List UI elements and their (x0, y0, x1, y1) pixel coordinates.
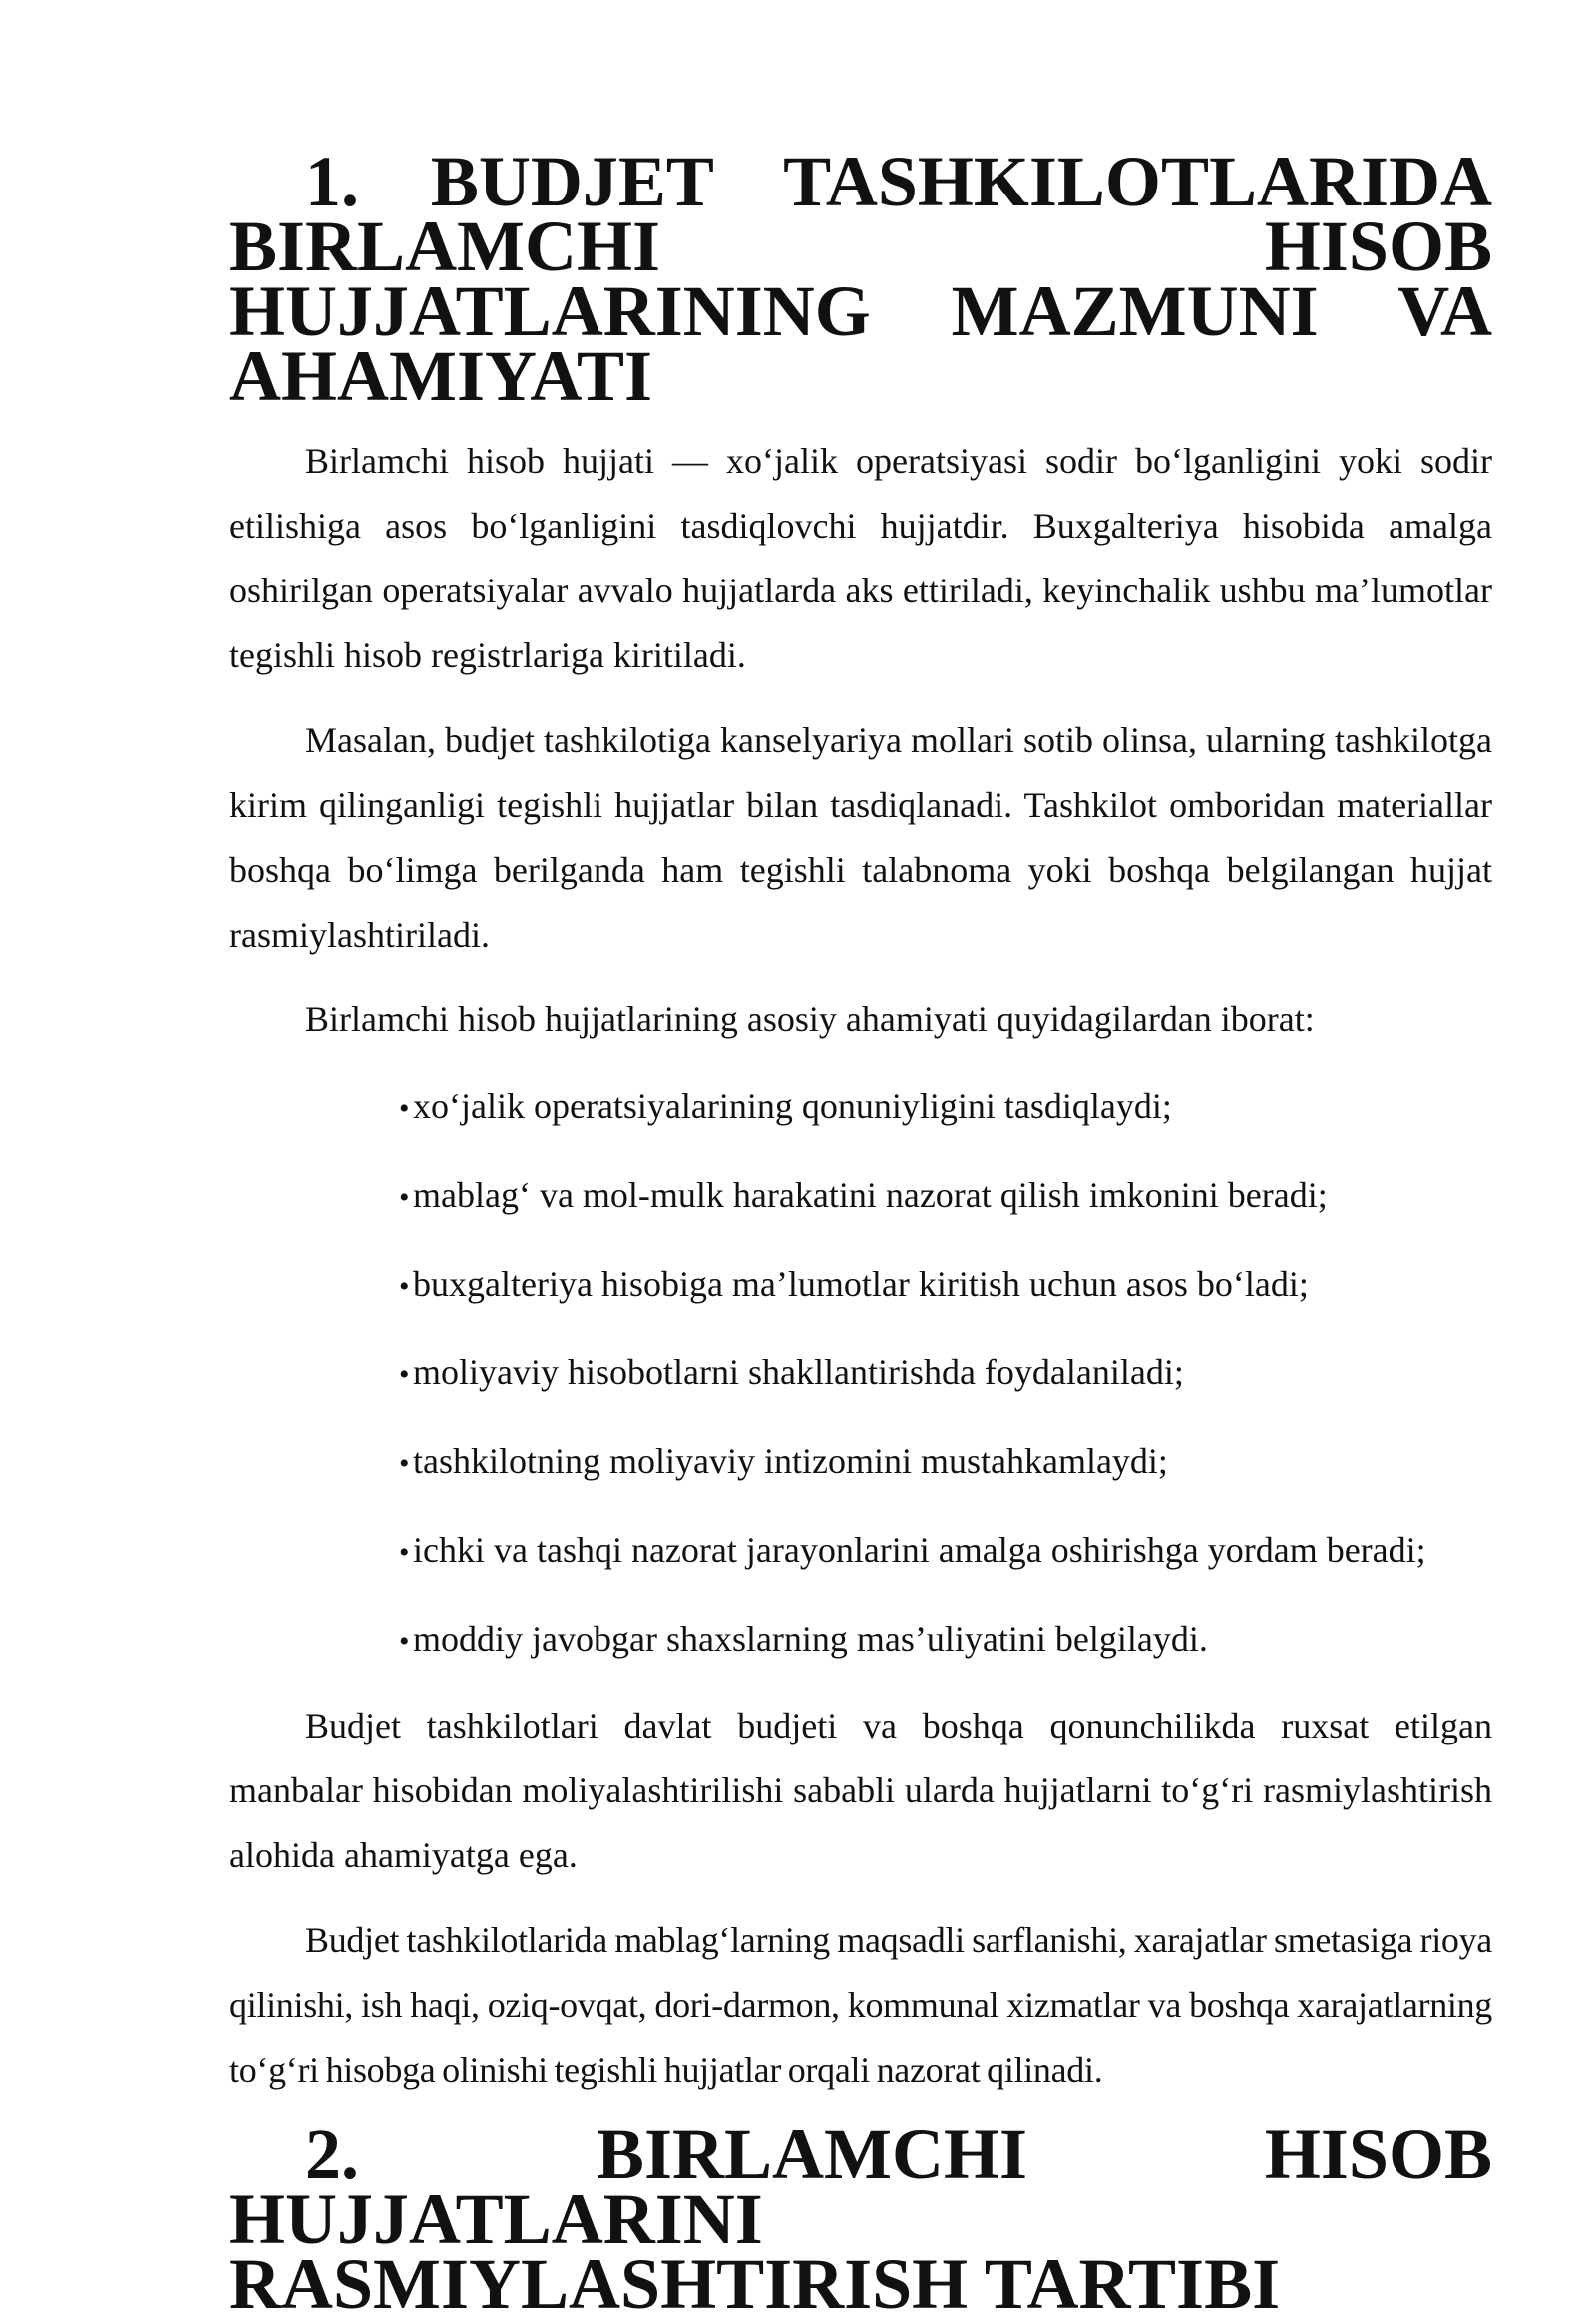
list-item (399, 1607, 1492, 1674)
bullet-icon: • (399, 1447, 410, 1480)
paragraph-example: Masalan, budjet tashkilotiga kanselyariya mollari sotib olinsa, ularning tashkilotga kirim qilinganligi tegishli hujjatlar bilan tasdiqlanadi. Tashkilot omboridan materiallar boshqa bo‘limga berilganda ham tegishli talabnoma yoki boshqa belgilangan hujjat rasmiylashtiriladi. (229, 720, 1492, 955)
list-item (399, 1518, 1492, 1585)
list-item (399, 1341, 1492, 1407)
list-item (399, 1074, 1492, 1141)
section-1-heading: 1. BUDJET TASHKILOTLARIDA BIRLAMCHI HISOB HUJJATLARINING MAZMUNI VA AHAMIYATI (229, 142, 1492, 416)
bullet-icon: • (399, 1358, 410, 1391)
list-item-text: moddiy javobgar shaxslarning mas’uliyatini belgilaydi. (413, 1619, 1208, 1659)
bullet-icon: • (399, 1181, 410, 1214)
list-item (399, 1429, 1492, 1496)
bullet-icon: • (399, 1536, 410, 1569)
list-item-text: xo‘jalik operatsiyalarining qonuniyligini tasdiqlaydi; (413, 1086, 1172, 1126)
list-item-text: tashkilotning moliyaviy intizomini mustahkamlaydi; (413, 1441, 1168, 1481)
bullet-icon: • (399, 1092, 410, 1125)
bullet-icon: • (399, 1625, 410, 1658)
importance-list (229, 1074, 1492, 1674)
list-item-text: mablag‘ va mol-mulk harakatini nazorat qilish imkonini beradi; (413, 1175, 1328, 1215)
list-item-text: ichki va tashqi nazorat jarayonlarini amalga oshirishga yordam beradi; (413, 1530, 1426, 1570)
paragraph-importance-intro: Birlamchi hisob hujjatlarining asosiy ahamiyati quyidagilardan iborat: (305, 999, 1315, 1039)
list-item (399, 1163, 1492, 1230)
list-item-text: moliyaviy hisobotlarni shakllantirishda foydalaniladi; (413, 1353, 1184, 1392)
section-2-heading: 2. BIRLAMCHI HISOB HUJJATLARINI RASMIYLASHTIRISH TARTIBI (229, 2115, 1492, 2324)
bullet-icon: • (399, 1270, 410, 1303)
list-item (399, 1252, 1492, 1319)
paragraph-definition: Birlamchi hisob hujjati — xo‘jalik operatsiyasi sodir bo‘lganligini yoki sodir etilishiga asos bo‘lganligini tasdiqlovchi hujjatdir. Buxgalteriya hisobida amalga oshirilgan operatsiyalar avvalo hujjatlarda aks ettiriladi, keyinchalik ushbu ma’lumotlar tegishli hisob registrlariga kiritiladi. (229, 441, 1492, 675)
document-page (229, 142, 1492, 2324)
list-item-text: buxgalteriya hisobiga ma’lumotlar kiritish uchun asos bo‘ladi; (413, 1264, 1309, 1304)
paragraph-control: Budjet tashkilotlarida mablag‘larning maqsadli sarflanishi, xarajatlar smetasiga rioya qilinishi, ish haqi, oziq-ovqat, dori-darmon, kommunal xizmatlar va boshqa xarajatlarning to‘g‘ri hisobga olinishi tegishli hujjatlar orqali nazorat qilinadi. (229, 1920, 1492, 2090)
paragraph-funding: Budjet tashkilotlari davlat budjeti va boshqa qonunchilikda ruxsat etilgan manbalar hisobidan moliyalashtirilishi sababli ularda hujjatlarni to‘g‘ri rasmiylashtirish alohida ahamiyatga ega. (229, 1706, 1492, 1875)
